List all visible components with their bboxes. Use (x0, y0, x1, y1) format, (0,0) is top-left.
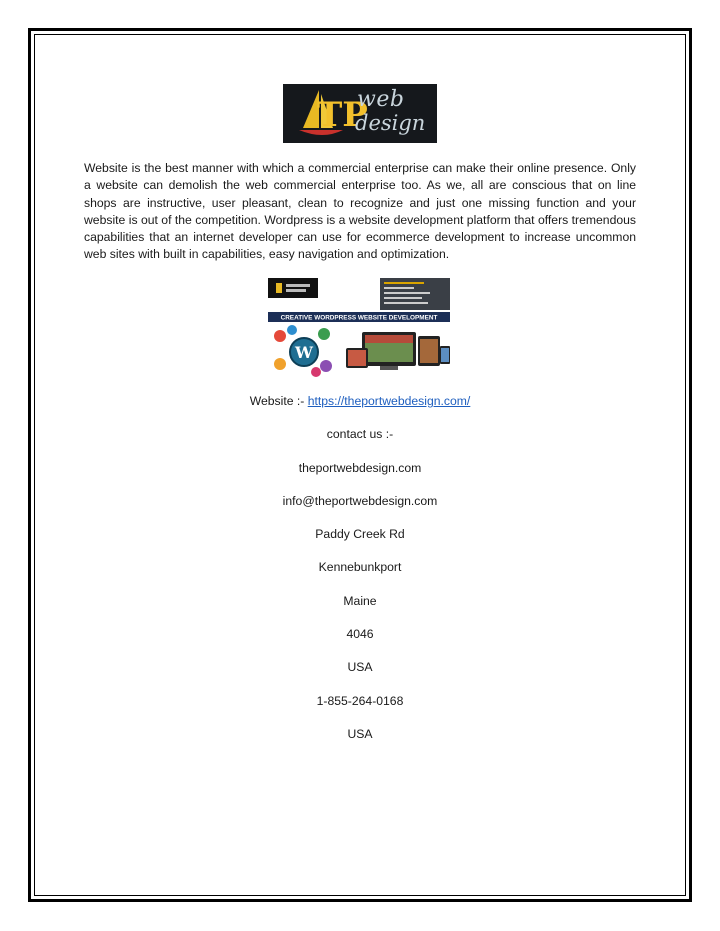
company-logo (283, 84, 437, 143)
wordpress-icon (290, 338, 318, 366)
country-text: USA (347, 660, 373, 675)
contact-section (0, 393, 720, 759)
promo-mini-logo (268, 278, 318, 298)
devices-mockup (346, 332, 450, 370)
website-link[interactable]: https://theportwebdesign.com/ (307, 394, 471, 408)
email-text: info@theportwebdesign.com (282, 493, 438, 508)
logo-letters: TP (317, 95, 368, 135)
website-label: Website :- (249, 394, 308, 408)
phone-text: 1-855-264-0168 (316, 693, 404, 708)
street-text: Paddy Creek Rd (315, 527, 405, 542)
intro-paragraph: Website is the best manner with which a commercial enterprise can make their online presence. Only a website can demolish the web commercial enterprise too. As we, all are conscious that on line shops are instructive, user pleasant, clean to recognize and just one missing function and your website is out of the competition. Wordpress is a website development platform that offers tremendous capabilities that an internet developer can use for ecommerce development to increase uncommon web sites with built in capabilities, easy navigation and optimization. (84, 161, 636, 262)
website-line (0, 393, 720, 426)
logo-word-design: design (355, 111, 426, 135)
logo-word-web: web (357, 87, 405, 112)
promo-banner-image (268, 278, 450, 378)
contact-heading: contact us :- (326, 427, 394, 442)
promo-headline: CREATIVE WORDPRESS WEBSITE DEVELOPMENT (280, 314, 438, 322)
city-text: Kennebunkport (318, 560, 402, 575)
domain-text: theportwebdesign.com (298, 460, 422, 475)
zip-text: 4046 (346, 627, 374, 642)
svg-text:W: W (295, 343, 313, 362)
state-text: Maine (343, 593, 377, 608)
promo-graphic (268, 278, 450, 378)
country-text-repeat: USA (347, 726, 373, 741)
